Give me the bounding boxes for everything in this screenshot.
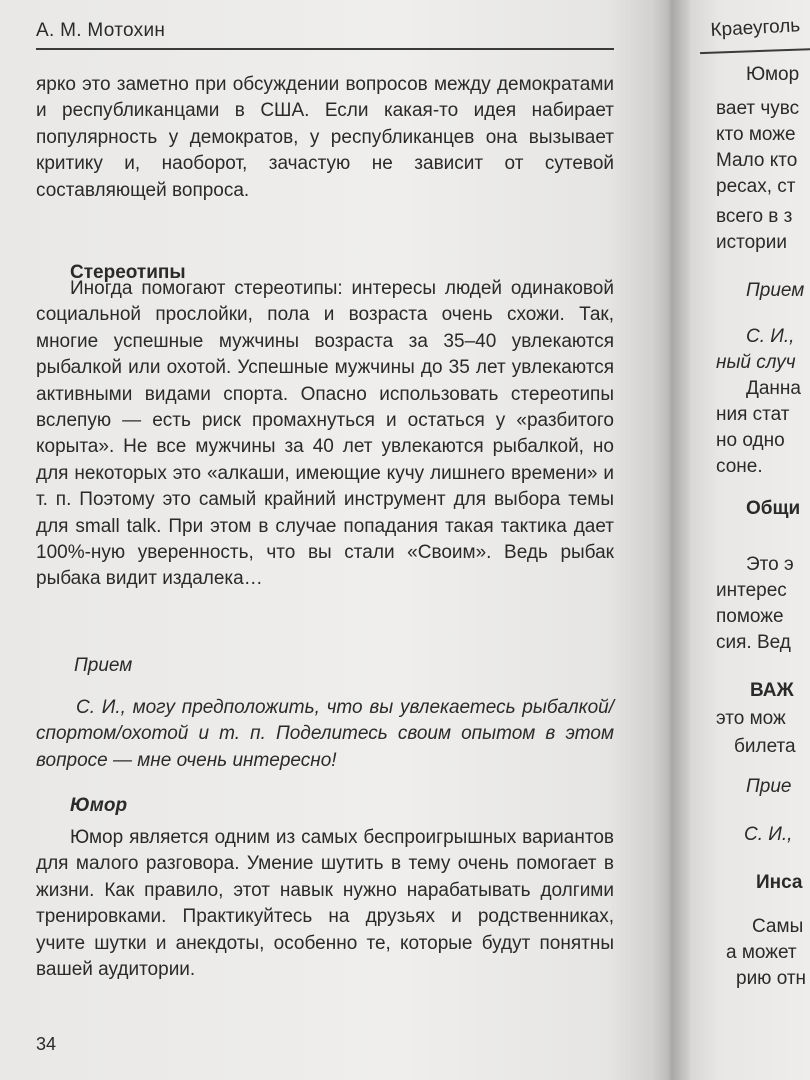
paragraph-stereotypes bbox=[36, 276, 614, 593]
right-fragment: Инса bbox=[756, 872, 803, 893]
right-fragment: интерес bbox=[716, 580, 787, 601]
page-number: 34 bbox=[36, 1034, 57, 1054]
right-fragment: С. И., bbox=[746, 326, 795, 347]
right-fragment: но одно bbox=[716, 430, 785, 451]
right-fragment: С. И., bbox=[744, 824, 793, 845]
right-fragment: поможе bbox=[716, 606, 784, 627]
paragraph-humor bbox=[36, 825, 614, 983]
header-rule bbox=[36, 48, 614, 50]
right-fragment: кто може bbox=[716, 124, 796, 145]
right-fragment: Прием bbox=[746, 280, 805, 301]
right-fragment: ресах, ст bbox=[716, 176, 796, 197]
right-fragment: Самы bbox=[752, 916, 804, 937]
paragraph-politics bbox=[36, 72, 614, 204]
running-header-title: Краеуголь bbox=[710, 15, 801, 41]
right-fragment: Юмор bbox=[746, 64, 800, 85]
right-fragment: это мож bbox=[716, 708, 786, 729]
right-fragment: а может bbox=[726, 942, 797, 963]
paragraph-text: С. И., могу предположить, что вы увлекаетесь рыбалкой/спортом/охотой и т. п. Поделитесь своим опытом в этом вопросе — мне очень интересно! bbox=[36, 697, 614, 771]
right-fragment: Прие bbox=[746, 776, 792, 797]
paragraph-text: ярко это заметно при обсуждении вопросов между демократами и республиканцами в США. Если какая-то идея набирает популярность у демократов, у республиканцев она вызывает критику и, наоборот, зачастую не зависит от сутевой составляющей вопроса. bbox=[36, 74, 614, 201]
right-fragment: Общи bbox=[746, 498, 801, 519]
right-fragment: билета bbox=[734, 736, 796, 757]
right-fragment: соне. bbox=[716, 456, 763, 477]
right-fragment: сия. Вед bbox=[716, 632, 791, 653]
right-fragment: всего в з bbox=[716, 206, 793, 227]
right-fragment: Данна bbox=[746, 378, 801, 399]
book-gutter bbox=[650, 0, 690, 1080]
right-fragment: Это э bbox=[746, 554, 794, 575]
right-fragment: Мало кто bbox=[716, 150, 798, 171]
paragraph-text: Иногда помогают стереотипы: интересы людей одинаковой социальной прослойки, пола и возраста очень схожи. Так, многие успешные мужчины возраста за 35–40 увлекаются рыбалкой или охотой. Успешные мужчины до 35 лет увлекаются активными видами спорта. Опасно использовать стереотипы вслепую — есть риск промахнуться и остаться у «разбитого корыта». Не все мужчины за 40 лет увлекаются рыбалкой, но для некоторых это «алкаши, имеющие кучу лишнего времени» и т. п. Поэтому это самый крайний инструмент для выбора темы для small talk. При этом в случае попадания такая тактика дает 100%-ную уверенность, что вы стали «Своим». Ведь рыбак рыбака видит издалека… bbox=[36, 278, 614, 590]
right-fragment: рию отн bbox=[736, 968, 807, 989]
paragraph-text: Юмор является одним из самых беспроигрышных вариантов для малого разговора. Умение шутить в тему очень помогает в жизни. Как правило, этот навык нужно нарабатывать долгими тренировками. Практикуйтесь на друзьях и родственниках, учите шутки и анекдоты, особенно те, которые будут понятны вашей аудитории. bbox=[36, 827, 614, 981]
right-fragment: ный случ bbox=[716, 352, 796, 373]
right-fragment: ВАЖ bbox=[750, 680, 794, 701]
right-fragment: истории bbox=[716, 232, 787, 253]
technique-label: Прием bbox=[74, 655, 133, 676]
technique-quote bbox=[36, 695, 614, 774]
section-heading-humor: Юмор bbox=[70, 795, 128, 816]
section-heading-stereotypes: Стереотипы bbox=[70, 262, 186, 283]
right-fragment: ния стат bbox=[716, 404, 790, 425]
running-header-author: А. М. Мотохин bbox=[36, 20, 166, 41]
right-fragment: вает чувс bbox=[716, 98, 800, 119]
